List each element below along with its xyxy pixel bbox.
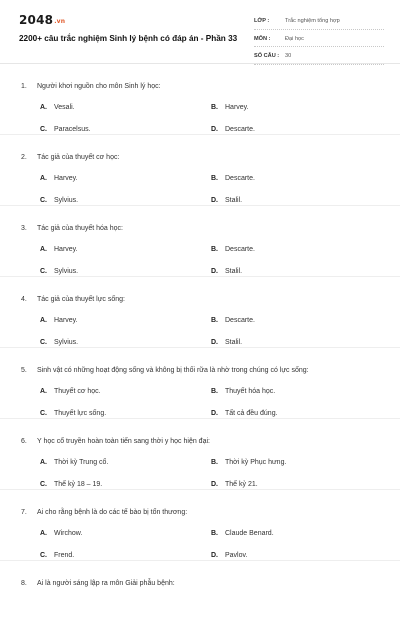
- question-item: [0, 206, 400, 277]
- answer-letter: B.: [211, 388, 218, 395]
- answer-letter: D.: [211, 481, 218, 488]
- answer-letter: A.: [40, 388, 47, 395]
- answer-text: Tất cả đều đúng.: [225, 410, 278, 417]
- question-stem: Tác giả của thuyết cơ học:: [37, 154, 120, 161]
- answer-text: Descarte.: [225, 246, 255, 253]
- answer-option[interactable]: [211, 552, 247, 559]
- quiz-meta: [254, 13, 384, 66]
- answer-text: Stalil.: [225, 339, 243, 346]
- answer-text: Sylvius.: [54, 268, 79, 275]
- answer-letter: D.: [211, 552, 218, 559]
- question-stem: Ai cho rằng bệnh là do các tế bào bị tổn thương:: [37, 509, 188, 516]
- meta-label: SỐ CÂU :: [254, 53, 280, 59]
- answer-text: Descarte.: [225, 317, 255, 324]
- answer-option[interactable]: [211, 339, 242, 346]
- answer-option[interactable]: [211, 388, 275, 395]
- answer-text: Stalil.: [225, 197, 243, 204]
- answer-text: Paracelsus.: [54, 126, 91, 133]
- question-item: [0, 419, 400, 490]
- page-header: [0, 0, 400, 64]
- answer-letter: B.: [211, 246, 218, 253]
- answer-text: Sylvius.: [54, 339, 79, 346]
- page-title: 2200+ câu trắc nghiệm Sinh lý bệnh có đáp án - Phần 33: [19, 34, 238, 43]
- answer-letter: B.: [211, 530, 218, 537]
- question-text: [21, 154, 119, 161]
- question-stem: Tác giả của thuyết lực sống:: [37, 296, 125, 303]
- answer-option[interactable]: [40, 317, 78, 324]
- answer-text: Stalil.: [225, 268, 243, 275]
- answer-text: Thuyết hóa học.: [225, 388, 276, 395]
- question-text: [21, 438, 210, 445]
- answer-letter: B.: [211, 317, 218, 324]
- answer-letter: C.: [40, 197, 47, 204]
- question-stem: Tác giả của thuyết hóa học:: [37, 225, 123, 232]
- answer-text: Descarte.: [225, 126, 255, 133]
- answer-option[interactable]: [40, 104, 75, 111]
- answer-text: Thời kỳ Trung cổ.: [54, 459, 109, 466]
- question-number: 6.: [21, 438, 27, 445]
- answer-text: Thế kỷ 18 – 19.: [54, 481, 103, 488]
- answer-letter: A.: [40, 459, 47, 466]
- answer-text: Harvey.: [225, 104, 249, 111]
- meta-label: LỚP :: [254, 18, 270, 24]
- meta-row-class: [254, 13, 384, 30]
- question-text: [21, 580, 175, 587]
- answer-option[interactable]: [211, 246, 255, 253]
- answer-letter: B.: [211, 459, 218, 466]
- answer-option[interactable]: [40, 268, 78, 275]
- meta-row-subject: [254, 31, 384, 48]
- answer-option[interactable]: [40, 459, 108, 466]
- answer-text: Sylvius.: [54, 197, 79, 204]
- answer-letter: C.: [40, 339, 47, 346]
- question-item: [0, 561, 400, 632]
- answer-letter: C.: [40, 126, 47, 133]
- answer-text: Vesali.: [54, 104, 75, 111]
- answer-option[interactable]: [40, 388, 101, 395]
- answer-text: Wirchow.: [54, 530, 83, 537]
- question-number: 1.: [21, 83, 27, 90]
- question-stem: Sinh vật có những hoạt động sống và không bị thối rữa là nhờ trong chúng có lực sống:: [37, 367, 309, 374]
- answer-option[interactable]: [211, 175, 255, 182]
- question-text: [21, 83, 161, 90]
- meta-value: Đại học: [285, 35, 304, 42]
- answer-text: Harvey.: [54, 175, 78, 182]
- answer-text: Descarte.: [225, 175, 255, 182]
- answer-option[interactable]: [211, 530, 274, 537]
- answer-letter: A.: [40, 246, 47, 253]
- answer-letter: C.: [40, 481, 47, 488]
- site-logo[interactable]: [19, 13, 65, 27]
- answer-letter: D.: [211, 197, 218, 204]
- question-number: 2.: [21, 154, 27, 161]
- answer-letter: D.: [211, 126, 218, 133]
- question-number: 5.: [21, 367, 27, 374]
- answer-option[interactable]: [211, 459, 286, 466]
- question-number: 8.: [21, 580, 27, 587]
- answer-text: Pavlov.: [225, 552, 248, 559]
- answer-option[interactable]: [40, 339, 78, 346]
- meta-value: Trắc nghiệm tổng hợp: [285, 18, 340, 24]
- answer-letter: D.: [211, 410, 218, 417]
- answer-option[interactable]: [40, 481, 102, 488]
- answer-option[interactable]: [40, 552, 74, 559]
- question-stem: Người khơi nguồn cho môn Sinh lý học:: [37, 83, 161, 90]
- answer-letter: A.: [40, 317, 47, 324]
- answer-option[interactable]: [211, 410, 278, 417]
- answer-option[interactable]: [211, 268, 242, 275]
- question-text: [21, 225, 123, 232]
- answer-option[interactable]: [40, 246, 78, 253]
- answer-letter: A.: [40, 104, 47, 111]
- question-text: [21, 509, 187, 516]
- answer-letter: B.: [211, 175, 218, 182]
- answer-letter: A.: [40, 530, 47, 537]
- answer-letter: C.: [40, 552, 47, 559]
- answer-option[interactable]: [40, 175, 78, 182]
- answer-text: Thế kỷ 21.: [225, 481, 258, 488]
- answer-option[interactable]: [211, 317, 255, 324]
- logo-number: 2048: [19, 13, 54, 27]
- answer-text: Thuyết lực sống.: [54, 410, 107, 417]
- question-stem: Ai là người sáng lập ra môn Giải phẫu bệnh:: [37, 580, 175, 587]
- answer-letter: D.: [211, 268, 218, 275]
- answer-text: Thuyết cơ học.: [54, 388, 101, 395]
- question-number: 7.: [21, 509, 27, 516]
- answer-option[interactable]: [211, 197, 242, 204]
- answer-letter: B.: [211, 104, 218, 111]
- question-number: 3.: [21, 225, 27, 232]
- answer-text: Harvey.: [54, 246, 78, 253]
- answer-letter: A.: [40, 175, 47, 182]
- answer-text: Thời kỳ Phục hưng.: [225, 459, 287, 466]
- answer-letter: C.: [40, 410, 47, 417]
- answer-option[interactable]: [211, 126, 255, 133]
- question-item: [0, 64, 400, 135]
- meta-row-count: [254, 48, 384, 65]
- meta-label: MÔN :: [254, 35, 271, 42]
- question-text: [21, 296, 125, 303]
- answer-option[interactable]: [211, 481, 258, 488]
- answer-text: Claude Benard.: [225, 530, 274, 537]
- question-item: [0, 490, 400, 561]
- question-item: [0, 135, 400, 206]
- answer-letter: C.: [40, 268, 47, 275]
- answer-letter: D.: [211, 339, 218, 346]
- answer-option[interactable]: [211, 104, 249, 111]
- answer-option[interactable]: [40, 530, 82, 537]
- answer-option[interactable]: [40, 126, 91, 133]
- answer-text: Harvey.: [54, 317, 78, 324]
- answer-option[interactable]: [40, 197, 78, 204]
- answer-option[interactable]: [40, 410, 106, 417]
- question-list: [0, 64, 400, 632]
- question-number: 4.: [21, 296, 27, 303]
- answer-text: Frend.: [54, 552, 75, 559]
- question-item: [0, 348, 400, 419]
- meta-value: 30: [285, 53, 292, 59]
- question-stem: Y học cổ truyền hoàn toàn tiến sang thời y học hiện đại:: [37, 438, 210, 445]
- logo-suffix: .vn: [54, 18, 66, 25]
- question-item: [0, 277, 400, 348]
- question-text: [21, 367, 309, 374]
